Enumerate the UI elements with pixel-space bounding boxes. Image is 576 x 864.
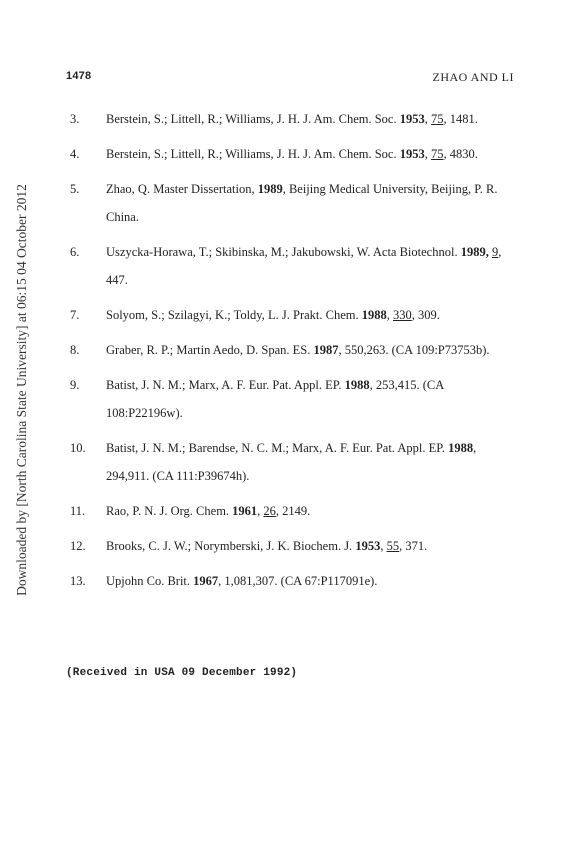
reference-number: 6. xyxy=(70,245,80,259)
reference-segment: , 371. xyxy=(399,539,428,553)
reference-year: 1988 xyxy=(448,441,474,455)
reference-segment: , xyxy=(257,504,264,518)
reference-volume: 75 xyxy=(430,112,444,126)
reference-list xyxy=(70,105,510,595)
reference-segment: Brooks, C. J. W.; Norymberski, J. K. Biochem. J. xyxy=(106,539,356,553)
reference-year: 1953 xyxy=(399,147,425,161)
reference-item xyxy=(70,434,510,490)
reference-volume: 330 xyxy=(392,308,412,322)
reference-text xyxy=(106,532,510,560)
reference-segment: , 253,415. (CA 108:P22196w). xyxy=(106,378,444,420)
reference-text xyxy=(106,336,510,364)
reference-item xyxy=(70,175,510,231)
reference-text xyxy=(106,105,510,133)
reference-number: 10. xyxy=(70,441,86,455)
reference-segment: , 447. xyxy=(106,245,502,287)
reference-item xyxy=(70,336,510,364)
reference-number: 8. xyxy=(70,343,80,357)
reference-number: 9. xyxy=(70,378,80,392)
page-header xyxy=(66,70,514,86)
reference-segment: , 1,081,307. (CA 67:P117091e). xyxy=(218,574,378,588)
reference-item xyxy=(70,532,510,560)
reference-segment: Zhao, Q. Master Dissertation, xyxy=(106,182,258,196)
reference-item xyxy=(70,497,510,525)
reference-volume: 9 xyxy=(491,245,499,259)
reference-item xyxy=(70,567,510,595)
reference-volume: 26 xyxy=(263,504,276,518)
reference-text xyxy=(106,497,510,525)
reference-item xyxy=(70,371,510,427)
reference-segment: , 2149. xyxy=(275,504,311,518)
reference-segment: , xyxy=(424,147,431,161)
reference-text xyxy=(106,567,510,595)
reference-segment: , 294,911. (CA 111:P39674h). xyxy=(106,441,477,483)
reference-year: 1988 xyxy=(344,378,370,392)
reference-item xyxy=(70,140,510,168)
reference-segment: , 550,263. (CA 109:P73753b). xyxy=(338,343,490,357)
reference-number: 5. xyxy=(70,182,80,196)
reference-segment: , 309. xyxy=(411,308,440,322)
reference-text xyxy=(106,140,510,168)
reference-segment: , 4830. xyxy=(443,147,478,161)
reference-year: 1988 xyxy=(361,308,387,322)
reference-number: 7. xyxy=(70,308,80,322)
reference-year: 1989 xyxy=(257,182,283,196)
reference-segment: , xyxy=(380,539,387,553)
reference-year: 1967 xyxy=(193,574,219,588)
reference-text xyxy=(106,434,510,490)
reference-segment: Berstein, S.; Littell, R.; Williams, J. H. J. Am. Chem. Soc. xyxy=(106,147,400,161)
reference-segment: , xyxy=(386,308,393,322)
reference-item xyxy=(70,301,510,329)
reference-segment: Graber, R. P.; Martin Aedo, D. Span. ES. xyxy=(106,343,314,357)
reference-year: 1953 xyxy=(399,112,425,126)
reference-segment: Uszycka-Horawa, T.; Skibinska, M.; Jakubowski, W. Acta Biotechnol. xyxy=(106,245,461,259)
reference-volume: 55 xyxy=(386,539,400,553)
reference-year: 1961 xyxy=(232,504,258,518)
reference-text xyxy=(106,371,510,427)
reference-segment: , xyxy=(424,112,431,126)
reference-text xyxy=(106,175,510,231)
page-number: 1478 xyxy=(66,70,92,82)
reference-segment: Rao, P. N. J. Org. Chem. xyxy=(106,504,233,518)
reference-number: 12. xyxy=(70,539,86,553)
reference-segment: Batist, J. N. M.; Barendse, N. C. M.; Marx, A. F. Eur. Pat. Appl. EP. xyxy=(106,441,449,455)
reference-text xyxy=(106,301,510,329)
reference-number: 4. xyxy=(70,147,80,161)
running-head: ZHAO AND LI xyxy=(432,70,514,84)
reference-text xyxy=(106,238,510,294)
reference-segment: Upjohn Co. Brit. xyxy=(106,574,194,588)
reference-year: 1987 xyxy=(313,343,339,357)
reference-number: 11. xyxy=(70,504,86,518)
reference-item xyxy=(70,105,510,133)
reference-year: 1989, xyxy=(460,245,489,259)
reference-segment: Solyom, S.; Szilagyi, K.; Toldy, L. J. Prakt. Chem. xyxy=(106,308,362,322)
download-watermark-text: Downloaded by [North Carolina State University] at 06:15 04 October 2012 xyxy=(14,184,29,596)
reference-item xyxy=(70,238,510,294)
received-note: (Received in USA 09 December 1992) xyxy=(66,667,298,679)
reference-year: 1953 xyxy=(355,539,381,553)
reference-segment: , 1481. xyxy=(443,112,478,126)
reference-segment: , Beijing Medical University, Beijing, P. R. China. xyxy=(106,182,498,224)
reference-number: 13. xyxy=(70,574,86,588)
reference-segment: Berstein, S.; Littell, R.; Williams, J. H. J. Am. Chem. Soc. xyxy=(106,112,400,126)
reference-volume: 75 xyxy=(430,147,444,161)
reference-number: 3. xyxy=(70,112,80,126)
reference-segment: Batist, J. N. M.; Marx, A. F. Eur. Pat. Appl. EP. xyxy=(106,378,345,392)
